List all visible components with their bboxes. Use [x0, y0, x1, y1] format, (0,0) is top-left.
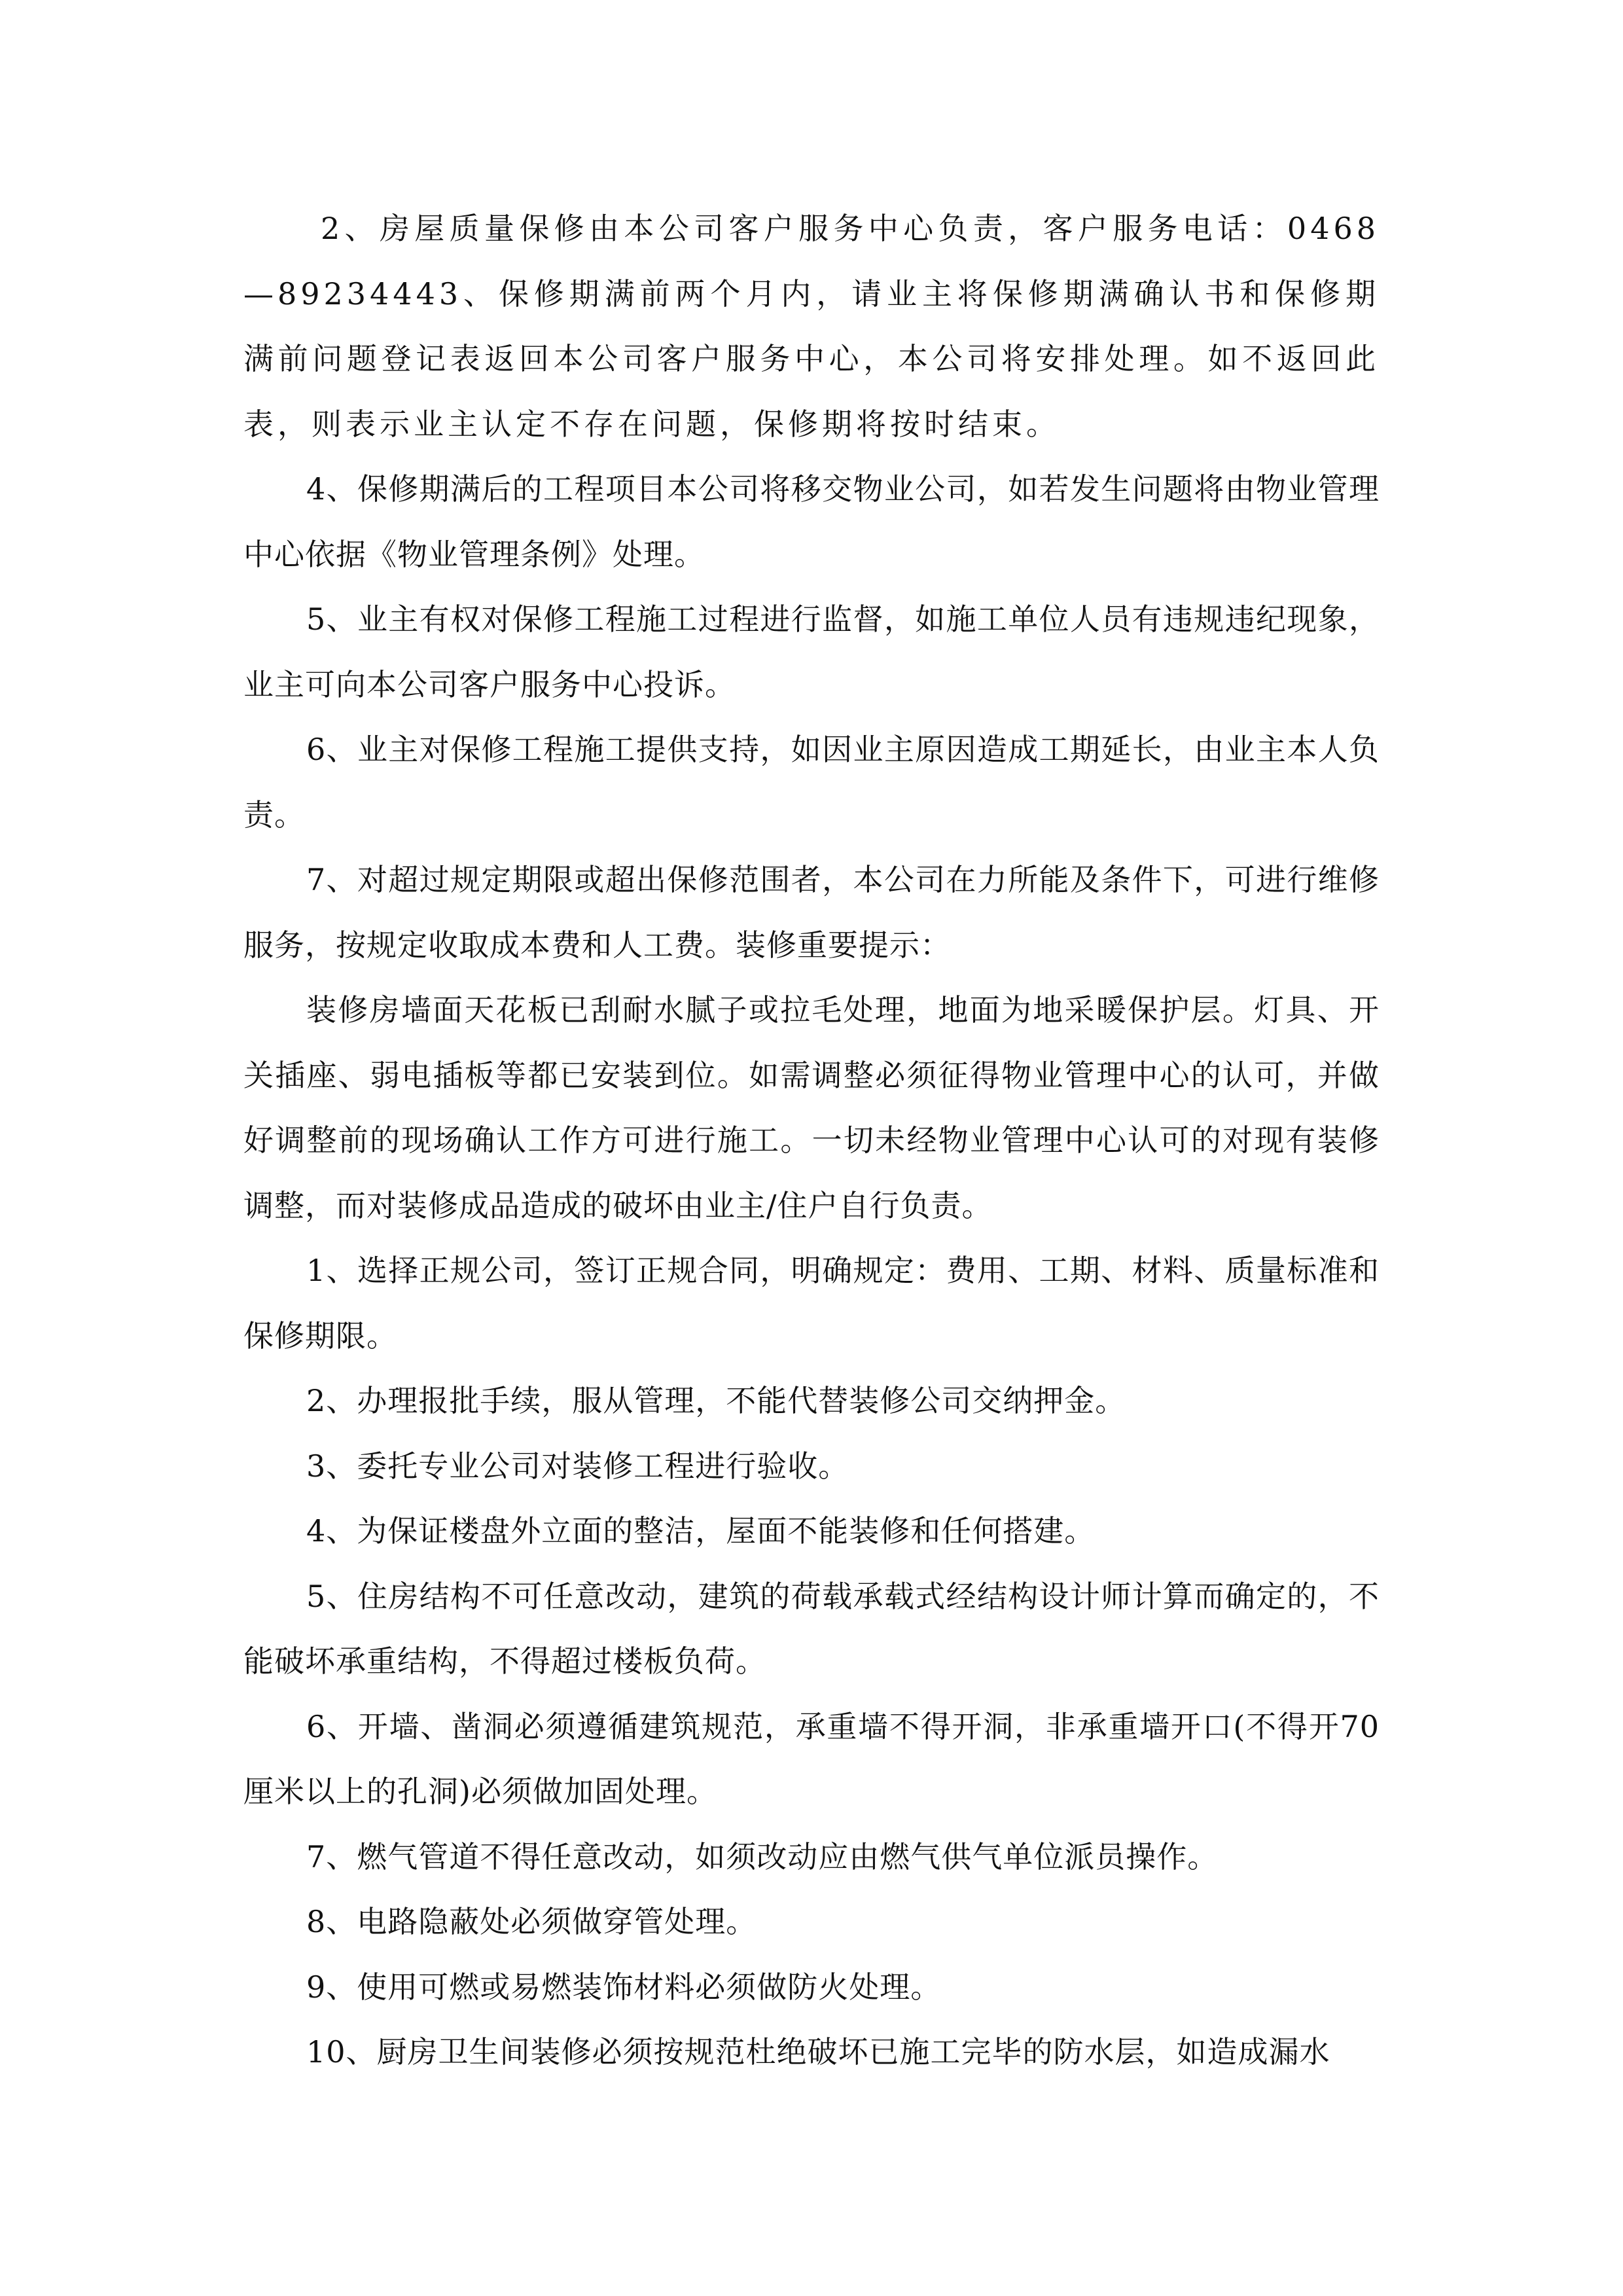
paragraph-owner-support: 6、业主对保修工程施工提供支持，如因业主原因造成工期延长，由业主本人负责。	[243, 732, 1380, 833]
list-item: 6、开墙、凿洞必须遵循建筑规范，承重墙不得开洞，非承重墙开口(不得开70厘米以上的孔洞)必须做加固处理。	[243, 1708, 1380, 1809]
list-item: 1、选择正规公司，签订正规合同，明确规定：费用、工期、材料、质量标准和保修期限。	[243, 1253, 1380, 1354]
list-item: 8、电路隐蔽处必须做穿管处理。	[306, 1904, 757, 1939]
list-item: 3、委托专业公司对装修工程进行验收。	[306, 1448, 849, 1484]
list-item: 9、使用可燃或易燃装饰材料必须做防火处理。	[306, 1969, 942, 2005]
paragraph-supervision: 5、业主有权对保修工程施工过程进行监督，如施工单位人员有违规违纪现象，业主可向本公司客户服务中心投诉。	[243, 601, 1380, 702]
paragraph-decoration-notice: 装修房墙面天花板已刮耐水腻子或拉毛处理，地面为地采暖保护层。灯具、开关插座、弱电插板等都已安装到位。如需调整必须征得物业管理中心的认可，并做好调整前的现场确认工作方可进行施工。一切未经物业管理中心认可的对现有装修调整，而对装修成品造成的破坏由业主/住户自行负责。	[243, 992, 1380, 1223]
list-item: 10、厨房卫生间装修必须按规范杜绝破坏已施工完毕的防水层，如造成漏水	[306, 2034, 1330, 2070]
paragraph-after-warranty: 4、保修期满后的工程项目本公司将移交物业公司，如若发生问题将由物业管理中心依据《物业管理条例》处理。	[243, 471, 1380, 572]
list-item: 4、为保证楼盘外立面的整洁，屋面不能装修和任何搭建。	[306, 1513, 1096, 1549]
list-item: 2、办理报批手续，服从管理，不能代替装修公司交纳押金。	[306, 1383, 1126, 1418]
paragraph-out-of-scope: 7、对超过规定期限或超出保修范围者，本公司在力所能及条件下，可进行维修服务，按规定收取成本费和人工费。装修重要提示：	[243, 862, 1380, 963]
list-item: 7、燃气管道不得任意改动，如须改动应由燃气供气单位派员操作。	[306, 1839, 1219, 1874]
list-item: 5、住房结构不可任意改动，建筑的荷载承载式经结构设计师计算而确定的，不能破坏承重结构，不得超过楼板负荷。	[243, 1578, 1380, 1679]
paragraph-warranty-service: 2、房屋质量保修由本公司客户服务中心负责，客户服务电话：0468—89234443、保修期满前两个月内，请业主将保修期满确认书和保修期满前问题登记表返回本公司客户服务中心，本公司将安排处理。如不返回此表，则表示业主认定不存在问题，保修期将按时结束。	[243, 211, 1380, 442]
document-body	[243, 196, 1380, 2085]
